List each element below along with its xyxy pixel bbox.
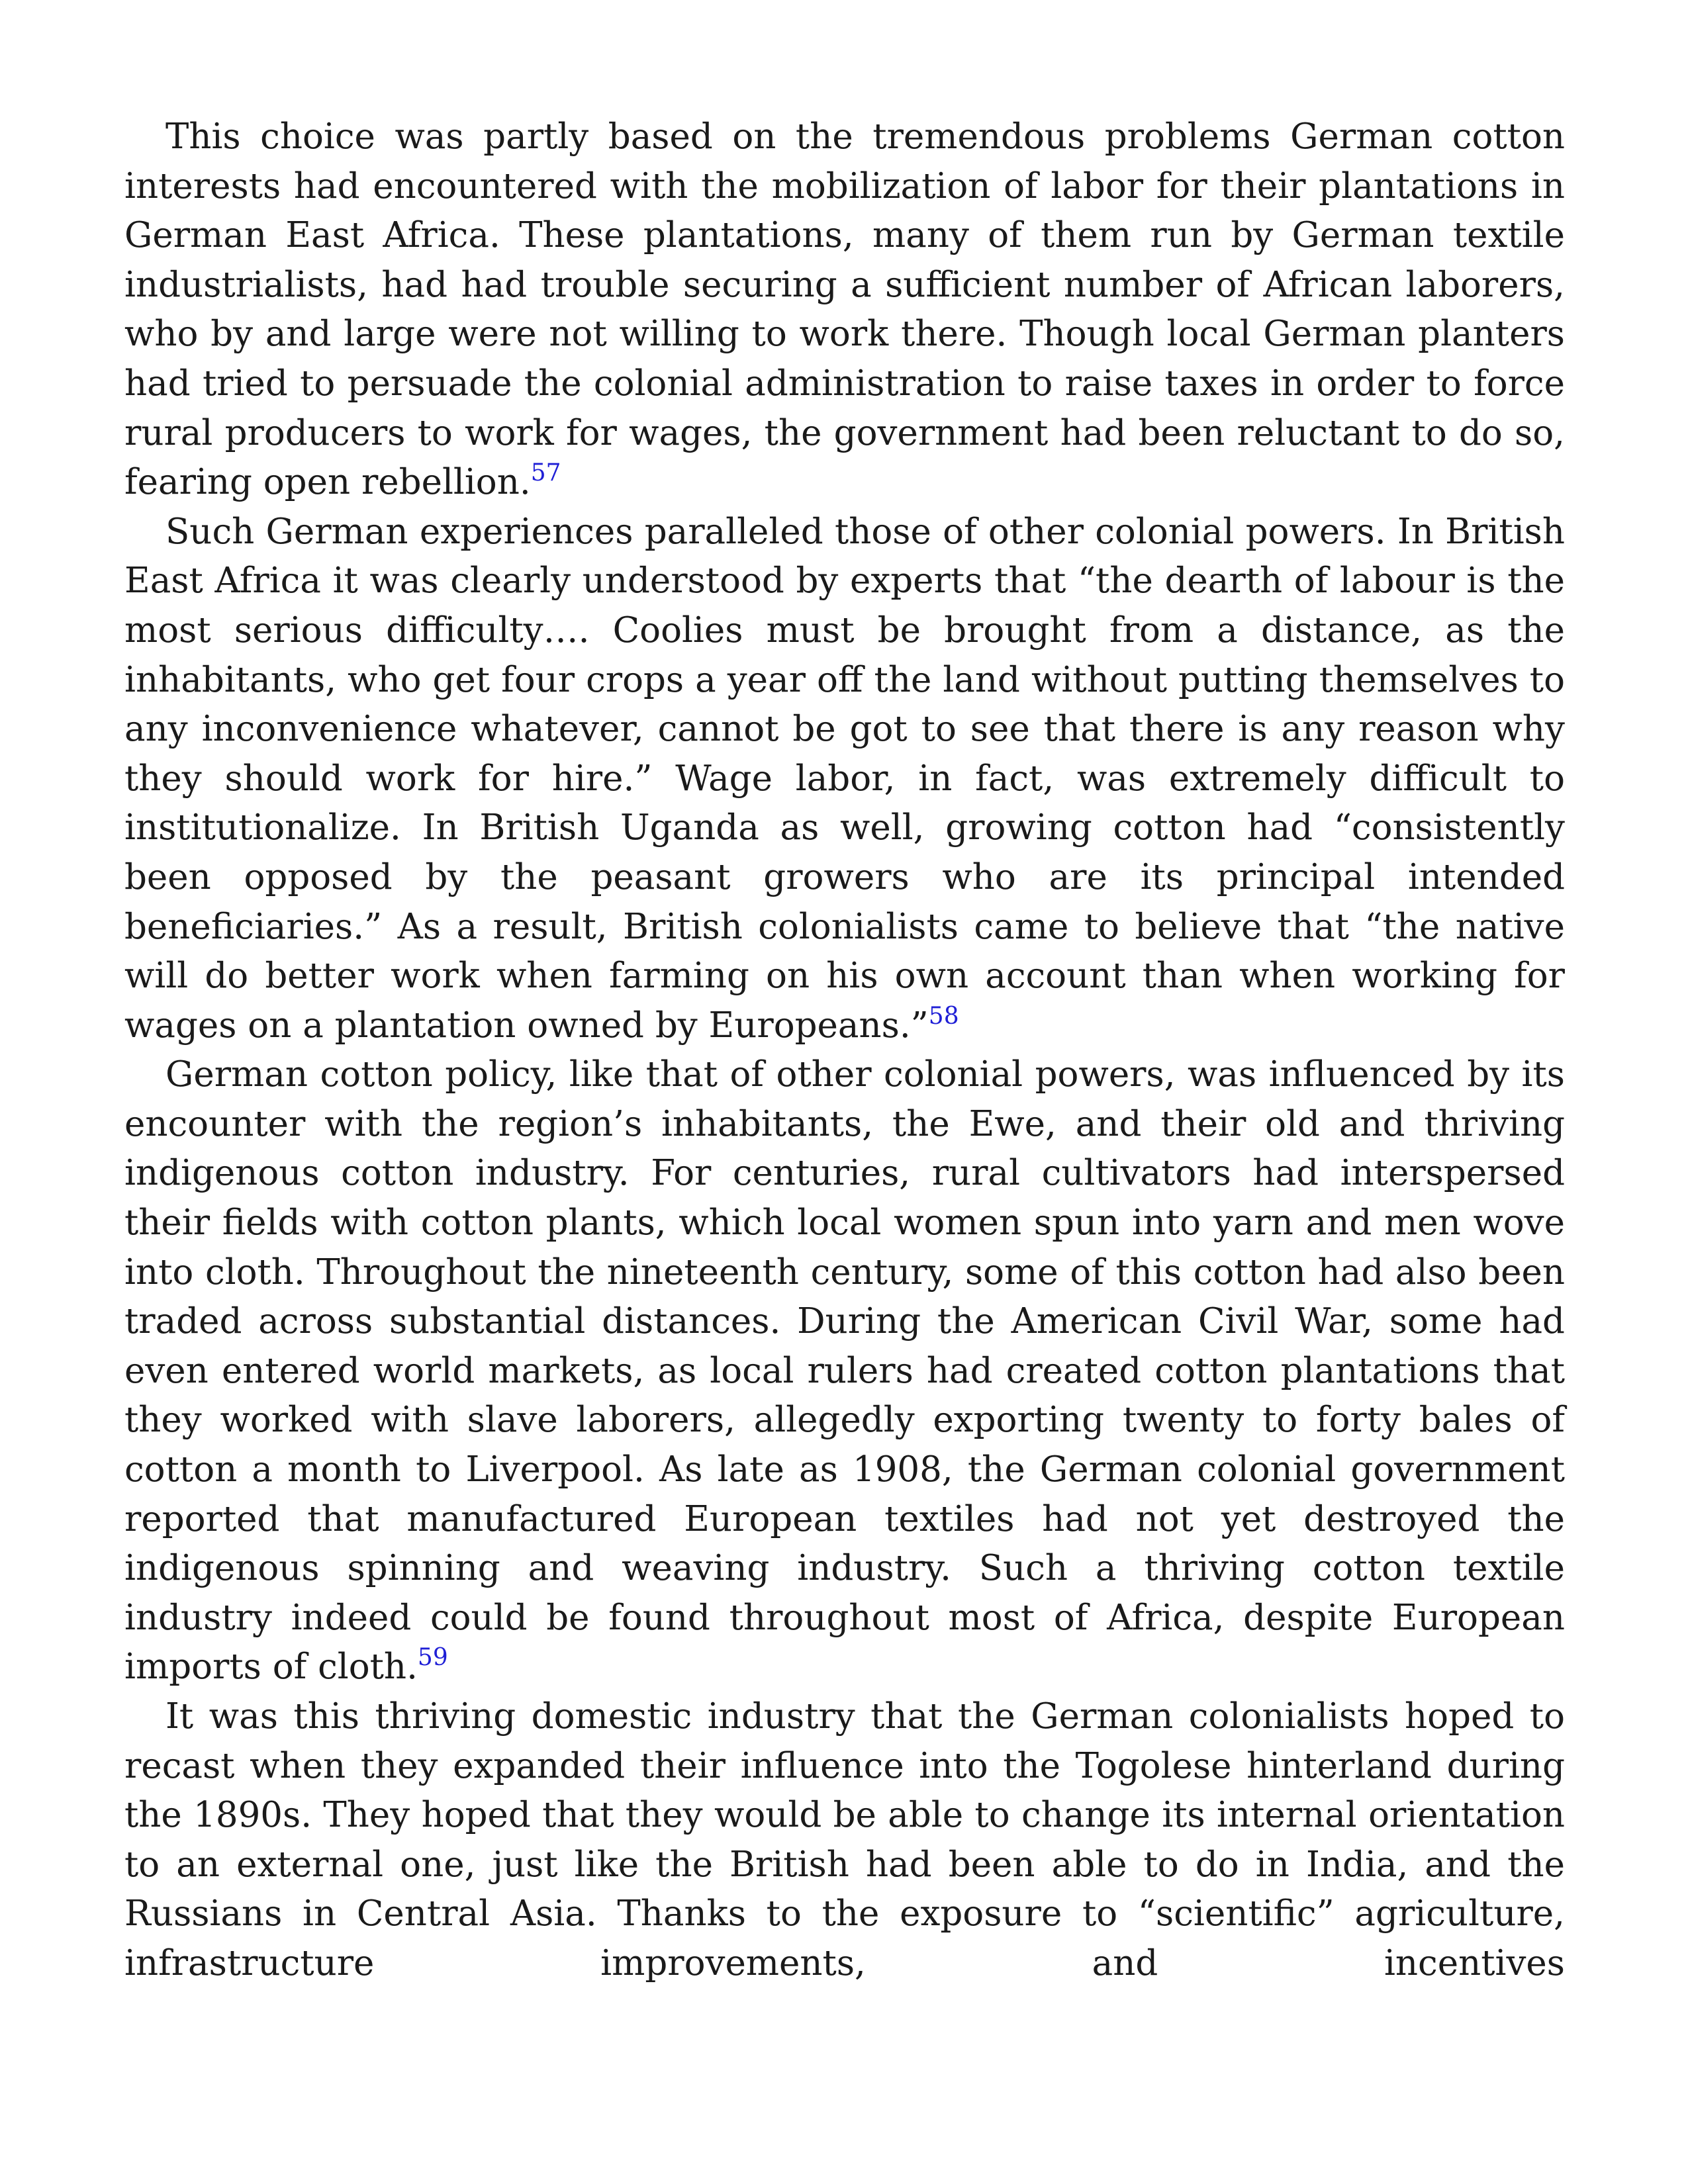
footnote-ref-57[interactable]: 57 [530,459,561,487]
paragraph-4 [124,1692,1565,1989]
paragraph-1-text: This choice was partly based on the tremendous problems German cotton interests had encountered with the mobilization of labor for their plantations in German East Africa. These plantations, many of them run by German textile industrialists, had had trouble securing a sufficient number of African laborers, who by and large were not willing to work there. Though local German planters had tried to persuade the colonial administration to raise taxes in order to force rural producers to work for wages, the government had been reluctant to do so, fearing open rebellion. [124,116,1565,503]
paragraph-3 [124,1050,1565,1692]
document-page [124,113,1565,1989]
footnote-ref-58[interactable]: 58 [928,1002,959,1030]
paragraph-4-text: It was this thriving domestic industry that the German colonialists hoped to recast when they expanded their influence into the Togolese hinterland during the 1890s. They hoped that they would be able to change its internal orientation to an external one, just like the British had been able to do in India, and the Russians in Central Asia. Thanks to the exposure to “scientific” agriculture, infrastructure improvements, and incentives [124,1696,1565,1983]
paragraph-3-text: German cotton policy, like that of other colonial powers, was influenced by its encounter with the region’s inhabitants, the Ewe, and their old and thriving indigenous cotton industry. For centuries, rural cultivators had interspersed their fields with cotton plants, which local women spun into yarn and men wove into cloth. Throughout the nineteenth century, some of this cotton had also been traded across substantial distances. During the American Civil War, some had even entered world markets, as local rulers had created cotton plantations that they worked with slave laborers, allegedly exporting twenty to forty bales of cotton a month to Liverpool. As late as 1908, the German colonial government reported that manufactured European textiles had not yet destroyed the indigenous spinning and weaving industry. Such a thriving cotton textile industry indeed could be found throughout most of Africa, despite European imports of cloth. [124,1054,1565,1688]
paragraph-2 [124,508,1565,1051]
footnote-ref-59[interactable]: 59 [417,1644,448,1672]
paragraph-1 [124,113,1565,508]
paragraph-2-text: Such German experiences paralleled those of other colonial powers. In British East Africa it was clearly understood by experts that “the dearth of labour is the most serious difficulty…. Coolies must be brought from a distance, as the inhabitants, who get four crops a year off the land without putting themselves to any inconvenience whatever, cannot be got to see that there is any reason why they should work for hire.” Wage labor, in fact, was extremely difficult to institutionalize. In British Uganda as well, growing cotton had “consistently been opposed by the peasant growers who are its principal intended beneficiaries.” As a result, British colonialists came to believe that “the native will do better work when farming on his own account than when working for wages on a plantation owned by Europeans.” [124,511,1565,1046]
